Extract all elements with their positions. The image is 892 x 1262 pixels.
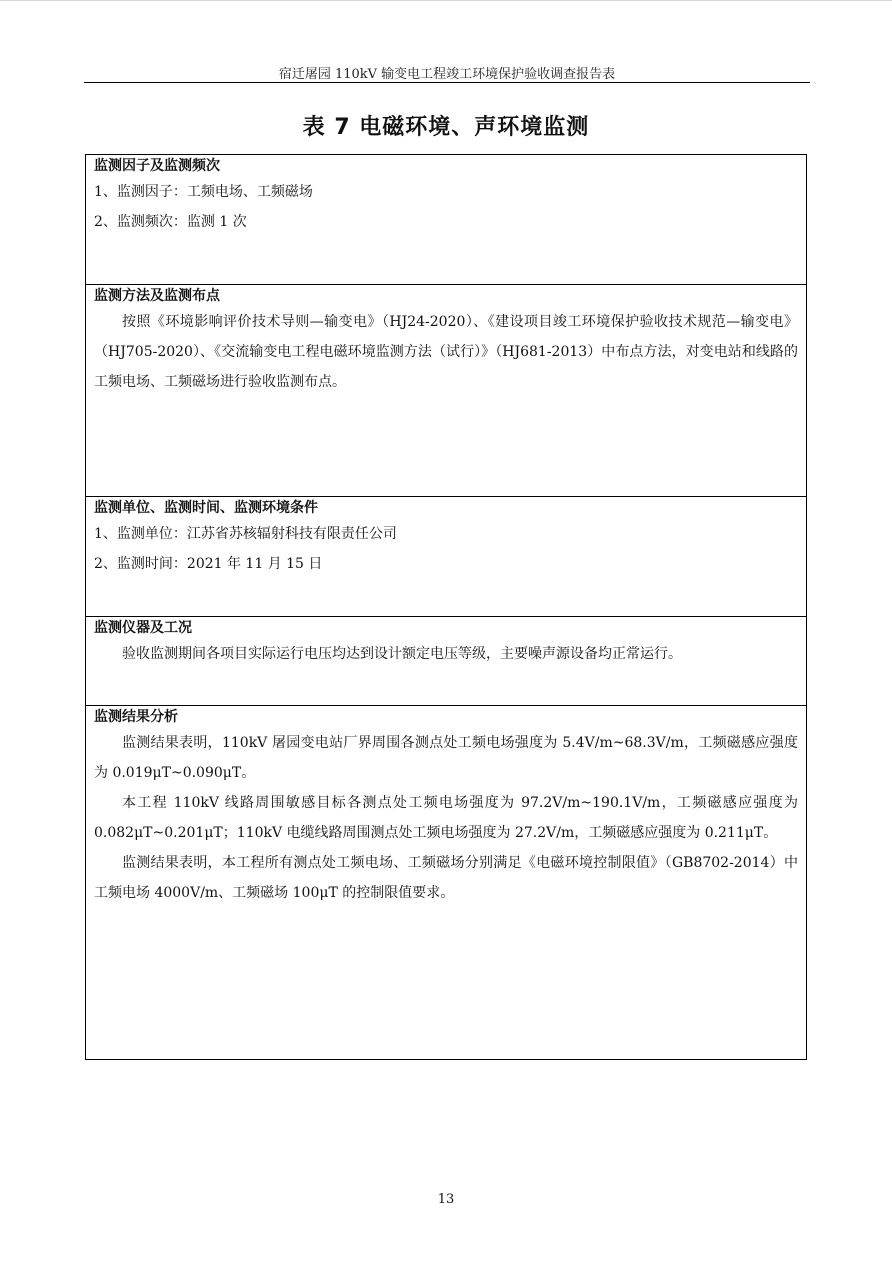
section-line: 1、监测单位：江苏省苏核辐射科技有限责任公司	[94, 526, 397, 542]
section-heading: 监测单位、监测时间、监测环境条件	[94, 500, 318, 516]
table-title: 表 7 电磁环境、声环境监测	[302, 115, 590, 140]
section-paragraph: 监测结果表明，110kV 屠园变电站厂界周围各测点处工频电场强度为 5.4V/m~68.3V/m，工频磁感应强度为 0.019μT~0.090μT。	[94, 735, 798, 781]
section-paragraph: 验收监测期间各项目实际运行电压均达到设计额定电压等级，主要噪声源设备均正常运行。	[122, 646, 682, 662]
section-monitoring-factors	[86, 155, 806, 284]
section-line: 1、监测因子：工频电场、工频磁场	[94, 184, 313, 200]
section-instruments	[86, 616, 806, 705]
section-paragraph: 按照《环境影响评价技术导则—输变电》（HJ24-2020）、《建设项目竣工环境保护验收技术规范—输变电》（HJ705-2020）、《交流输变电工程电磁环境监测方法（试行）》（HJ681-2013）中布点方法，对变电站和线路的工频电场、工频磁场进行验收监测布点。	[94, 314, 798, 390]
section-results-analysis	[86, 705, 806, 1059]
section-heading: 监测结果分析	[94, 709, 178, 725]
section-line: 2、监测频次：监测 1 次	[94, 214, 247, 230]
section-line: 2、监测时间：2021 年 11 月 15 日	[94, 556, 323, 572]
section-paragraph: 本工程 110kV 线路周围敏感目标各测点处工频电场强度为 97.2V/m~190.1V/m，工频磁感应强度为 0.082μT~0.201μT；110kV 电缆线路周围测点处工频电场强度为 27.2V/m，工频磁感应强度为 0.211μT。	[94, 795, 798, 841]
section-paragraph: 监测结果表明，本工程所有测点处工频电场、工频磁场分别满足《电磁环境控制限值》（GB8702-2014）中工频电场 4000V/m、工频磁场 100μT 的控制限值要求。	[94, 855, 798, 901]
section-monitoring-unit	[86, 496, 806, 616]
section-heading: 监测方法及监测布点	[94, 288, 220, 304]
page-number: 13	[437, 1192, 455, 1207]
section-heading: 监测因子及监测频次	[94, 158, 220, 174]
section-monitoring-method	[86, 284, 806, 496]
page-top-border	[0, 0, 892, 1]
header-rule	[84, 82, 810, 83]
section-heading: 监测仪器及工况	[94, 620, 192, 636]
monitoring-table	[85, 154, 807, 1060]
running-header: 宿迁屠园 110kV 输变电工程竣工环境保护验收调查报告表	[278, 67, 616, 82]
